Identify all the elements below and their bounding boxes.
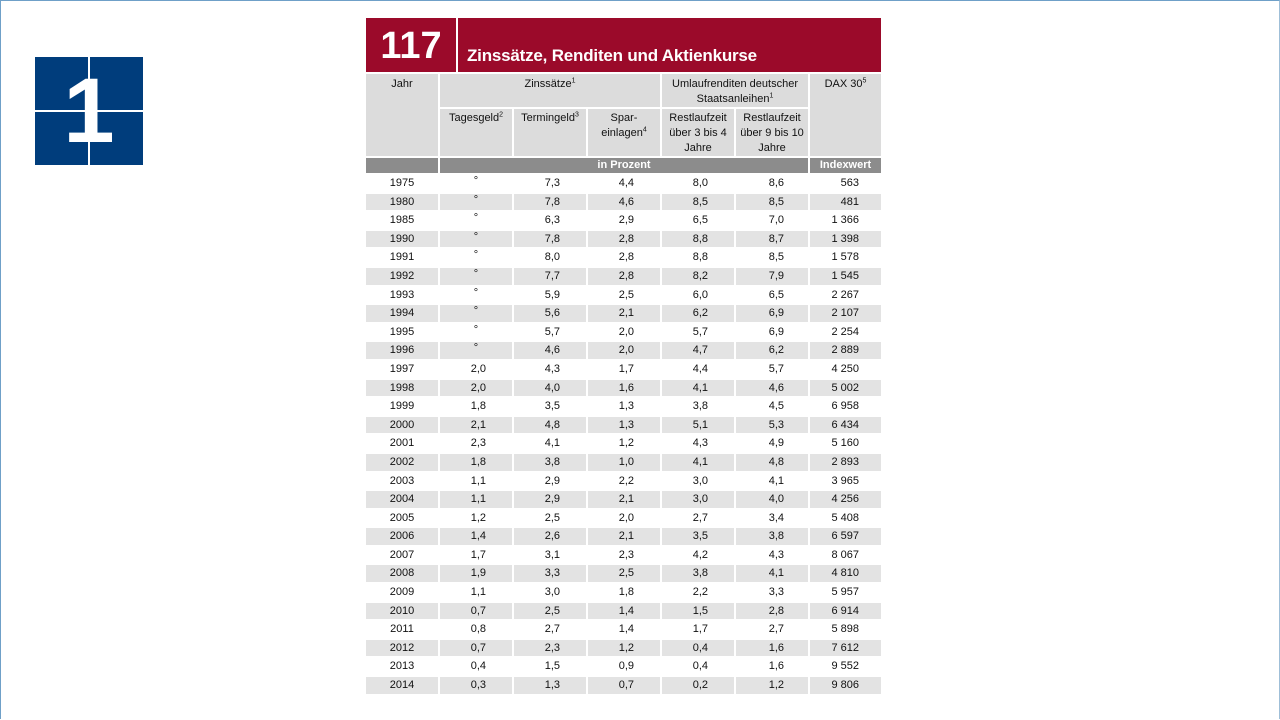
cell-jahr: 1997 [389,362,415,375]
table-row [366,603,881,620]
table-row [366,249,881,266]
table-row [366,175,881,192]
table-row [366,324,881,341]
cell-restlaufzeit-9-10: 5,7 [768,362,785,375]
cell-dax: 1 366 [831,214,860,227]
cell-spareinlagen: 0,9 [618,660,635,673]
cell-restlaufzeit-9-10: 1,6 [768,660,785,673]
cell-tagesgeld: 1,8 [470,400,486,413]
table-title-bar [366,18,881,72]
cell-termingeld: 2,6 [514,528,586,545]
cell-tagesgeld: 2,1 [440,417,512,434]
header-restlaufzeit-3-4: Restlaufzeit über 3 bis 4 Jahre [662,109,734,156]
table-row [366,417,881,434]
cell-tagesgeld: 2,0 [440,380,512,397]
cell-spareinlagen: 2,0 [618,511,635,524]
header-zinssaetze: Zinssätze$^1$ [440,74,660,107]
cell-dax: 2 254 [831,325,860,338]
cell-restlaufzeit-3-4: 4,1 [662,454,734,471]
cell-spareinlagen: 2,8 [588,231,660,248]
table-row [366,454,881,471]
cell-termingeld: 7,8 [514,231,586,248]
cell-termingeld: 4,8 [514,417,586,434]
table-row [366,268,881,285]
cell-tagesgeld: 0,7 [440,640,512,657]
cell-dax: 1 398 [810,231,881,248]
cell-restlaufzeit-3-4: 8,2 [662,268,734,285]
cell-termingeld: 6,3 [544,214,560,227]
table-row [366,380,881,397]
cell-jahr: 2004 [366,491,438,508]
cell-restlaufzeit-9-10: 2,8 [736,603,808,620]
cell-spareinlagen: 2,5 [618,288,635,301]
unit-index: Indexwert [810,158,881,173]
cell-dax: 8 067 [831,548,860,561]
cell-spareinlagen: 4,6 [588,194,660,211]
cell-termingeld: 2,9 [514,491,586,508]
cell-restlaufzeit-9-10: 4,1 [768,474,785,487]
cell-restlaufzeit-3-4: 3,0 [692,474,709,487]
cell-termingeld: 2,3 [514,640,586,657]
cell-restlaufzeit-3-4: 8,5 [662,194,734,211]
cell-tagesgeld: 0,7 [440,603,512,620]
cell-tagesgeld: 0,3 [440,677,512,694]
table-title: Zinssätze, Renditen und Aktienkurse [467,46,757,65]
cell-tagesgeld: ° [473,323,479,336]
table-row [366,528,881,545]
cell-restlaufzeit-9-10: 3,3 [768,586,785,599]
cell-restlaufzeit-3-4: 3,8 [662,565,734,582]
cell-restlaufzeit-3-4: 5,7 [692,325,709,338]
cell-jahr: 2009 [389,586,415,599]
cell-termingeld: 4,1 [544,437,560,450]
cell-restlaufzeit-9-10: 4,0 [736,491,808,508]
cell-dax: 6 597 [810,528,881,545]
cell-restlaufzeit-9-10: 6,9 [768,325,785,338]
cell-jahr: 1995 [389,325,415,338]
table-body [366,175,881,694]
cell-restlaufzeit-9-10: 2,7 [768,623,785,636]
header-tagesgeld: Tagesgeld$^2$ [440,109,512,156]
header-umlaufrenditen: Umlaufrenditen deutscher Staatsanleihen$^1$ [662,74,808,107]
cell-tagesgeld: ° [440,305,512,322]
cell-spareinlagen: 2,8 [588,268,660,285]
cell-termingeld: 7,7 [514,268,586,285]
cell-jahr: 1996 [366,342,438,359]
cell-dax: 481 [810,194,881,211]
cell-restlaufzeit-3-4: 6,0 [692,288,709,301]
cell-tagesgeld: ° [473,175,479,187]
cell-dax: 5 408 [831,511,860,524]
cell-spareinlagen: 1,4 [588,603,660,620]
cell-tagesgeld: 0,8 [470,623,486,636]
cell-dax: 2 267 [831,288,860,301]
cell-termingeld: 4,0 [514,380,586,397]
cell-restlaufzeit-3-4: 2,2 [692,586,709,599]
header-termingeld: Termingeld$^3$ [514,109,586,156]
cell-spareinlagen: 0,7 [588,677,660,694]
cell-termingeld: 2,5 [544,511,560,524]
cell-spareinlagen: 2,0 [588,342,660,359]
cell-dax: 1 545 [810,268,881,285]
cell-jahr: 2006 [366,528,438,545]
table-row [366,584,881,601]
cell-restlaufzeit-3-4: 1,7 [692,623,709,636]
cell-spareinlagen: 2,8 [618,251,635,264]
cell-jahr: 2010 [366,603,438,620]
cell-spareinlagen: 1,0 [588,454,660,471]
cell-restlaufzeit-9-10: 4,6 [736,380,808,397]
data-table-panel [366,18,881,696]
cell-spareinlagen: 1,2 [588,640,660,657]
cell-spareinlagen: 2,1 [588,305,660,322]
table-row [366,398,881,415]
cell-restlaufzeit-9-10: 4,9 [768,437,785,450]
cell-restlaufzeit-9-10: 4,1 [736,565,808,582]
cell-spareinlagen: 2,1 [588,528,660,545]
header-spareinlagen: Spar- einlagen$^4$ [588,109,660,156]
cell-termingeld: 3,0 [544,586,560,599]
cell-dax: 2 893 [810,454,881,471]
cell-dax: 4 810 [810,565,881,582]
cell-tagesgeld: ° [473,249,479,262]
cell-termingeld: 2,9 [544,474,560,487]
cell-tagesgeld: 1,9 [440,565,512,582]
cell-jahr: 2013 [389,660,415,673]
cell-tagesgeld: ° [440,194,512,211]
cell-dax: 4 250 [831,362,860,375]
cell-termingeld: 1,3 [514,677,586,694]
cell-tagesgeld: 0,4 [470,660,486,673]
cell-termingeld: 4,6 [514,342,586,359]
table-row [366,473,881,490]
cell-termingeld: 7,3 [544,177,560,189]
cell-spareinlagen: 1,8 [618,586,635,599]
table-row [366,621,881,638]
cell-spareinlagen: 2,2 [618,474,635,487]
cell-termingeld: 7,8 [514,194,586,211]
cell-dax: 5 160 [831,437,860,450]
cell-jahr: 2000 [366,417,438,434]
cell-termingeld: 2,7 [544,623,560,636]
table-row [366,658,881,675]
cell-dax: 7 612 [810,640,881,657]
cell-termingeld: 3,8 [514,454,586,471]
cell-jahr: 1992 [366,268,438,285]
cell-restlaufzeit-9-10: 8,5 [736,194,808,211]
cell-restlaufzeit-9-10: 7,9 [736,268,808,285]
table-row [366,640,881,657]
cell-restlaufzeit-9-10: 4,3 [768,548,785,561]
cell-tagesgeld: 1,2 [470,511,486,524]
cell-tagesgeld: 1,1 [470,586,486,599]
table-row [366,287,881,304]
cell-tagesgeld: 1,7 [470,548,486,561]
cell-restlaufzeit-9-10: 5,3 [736,417,808,434]
table-row [366,305,881,322]
cell-restlaufzeit-3-4: 4,2 [692,548,709,561]
cell-restlaufzeit-3-4: 5,1 [662,417,734,434]
cell-restlaufzeit-3-4: 8,8 [662,231,734,248]
cell-termingeld: 2,5 [514,603,586,620]
cell-jahr: 2002 [366,454,438,471]
cell-dax: 6 958 [831,400,860,413]
cell-restlaufzeit-9-10: 3,8 [736,528,808,545]
cell-spareinlagen: 2,0 [618,325,635,338]
cell-spareinlagen: 1,6 [588,380,660,397]
cell-jahr: 1985 [389,214,415,227]
cell-restlaufzeit-3-4: 4,3 [692,437,709,450]
cell-restlaufzeit-9-10: 7,0 [768,214,785,227]
cell-jahr: 1991 [389,251,415,264]
cell-termingeld: 5,9 [544,288,560,301]
cell-jahr: 2005 [389,511,415,524]
header-dax: DAX $30^5$ [810,74,881,156]
cell-dax: 2 107 [810,305,881,322]
cell-restlaufzeit-9-10: 8,5 [768,251,785,264]
cell-restlaufzeit-3-4: 6,5 [692,214,709,227]
cell-jahr: 1999 [389,400,415,413]
cell-jahr: 2011 [390,623,414,636]
cell-spareinlagen: 1,4 [618,623,635,636]
cell-jahr: 1975 [389,177,415,189]
cell-restlaufzeit-3-4: 0,4 [692,660,709,673]
cell-jahr: 1980 [366,194,438,211]
table-row [366,361,881,378]
cell-restlaufzeit-9-10: 6,9 [736,305,808,322]
cell-tagesgeld: ° [440,231,512,248]
table-row [366,491,881,508]
table-row [366,212,881,229]
cell-restlaufzeit-9-10: 1,6 [736,640,808,657]
table-row [366,342,881,359]
logo-horizontal-divider [35,110,143,112]
cell-spareinlagen: 1,7 [618,362,635,375]
cell-restlaufzeit-3-4: 3,8 [692,400,709,413]
cell-tagesgeld: 1,1 [440,491,512,508]
table-row [366,435,881,452]
cell-jahr: 1993 [389,288,415,301]
cell-jahr: 2012 [366,640,438,657]
cell-jahr: 1998 [366,380,438,397]
cell-termingeld: 5,6 [514,305,586,322]
cell-restlaufzeit-3-4: 3,0 [662,491,734,508]
header-jahr: Jahr [366,74,438,156]
cell-jahr: 2008 [366,565,438,582]
cell-termingeld: 8,0 [544,251,560,264]
cell-restlaufzeit-3-4: 4,4 [692,362,709,375]
cell-restlaufzeit-3-4: 4,7 [662,342,734,359]
table-row [366,565,881,582]
cell-termingeld: 3,1 [544,548,560,561]
cell-jahr: 2007 [389,548,415,561]
cell-termingeld: 1,5 [544,660,560,673]
table-row [366,194,881,211]
cell-spareinlagen: 1,3 [588,417,660,434]
cell-dax: 563 [840,177,860,189]
cell-dax: 6 434 [810,417,881,434]
cell-dax: 9 806 [810,677,881,694]
cell-restlaufzeit-9-10: 8,7 [736,231,808,248]
table-row [366,547,881,564]
cell-restlaufzeit-3-4: 6,2 [662,305,734,322]
cell-termingeld: 5,7 [544,325,560,338]
cell-dax: 5 002 [810,380,881,397]
unit-blank [366,158,438,173]
cell-tagesgeld: 1,8 [440,454,512,471]
cell-tagesgeld: ° [440,342,512,359]
cell-restlaufzeit-9-10: 4,5 [768,400,785,413]
cell-restlaufzeit-9-10: 6,2 [736,342,808,359]
cell-restlaufzeit-9-10: 4,8 [736,454,808,471]
cell-restlaufzeit-9-10: 8,6 [768,177,785,189]
cell-termingeld: 3,5 [544,400,560,413]
cell-dax: 6 914 [810,603,881,620]
table-row [366,677,881,694]
table-row [366,510,881,527]
cell-dax: 5 957 [831,586,860,599]
header-restlaufzeit-9-10: Restlaufzeit über 9 bis 10 Jahre [736,109,808,156]
cell-restlaufzeit-9-10: 1,2 [736,677,808,694]
unit-percent: in Prozent [440,158,808,173]
cell-dax: 4 256 [810,491,881,508]
cell-restlaufzeit-3-4: 2,7 [692,511,709,524]
cell-restlaufzeit-3-4: 8,8 [692,251,709,264]
cell-dax: 2 889 [810,342,881,359]
cell-dax: 1 578 [831,251,860,264]
cell-restlaufzeit-3-4: 0,4 [662,640,734,657]
cell-dax: 9 552 [831,660,860,673]
cell-tagesgeld: 2,3 [470,437,486,450]
cell-restlaufzeit-9-10: 6,5 [768,288,785,301]
cell-termingeld: 3,3 [514,565,586,582]
cell-jahr: 2003 [389,474,415,487]
cell-dax: 3 965 [831,474,860,487]
cell-spareinlagen: 2,5 [588,565,660,582]
cell-restlaufzeit-3-4: 8,0 [692,177,709,189]
cell-restlaufzeit-3-4: 4,1 [662,380,734,397]
table-number: 117 [366,18,458,72]
table-row [366,231,881,248]
cell-jahr: 2014 [366,677,438,694]
cell-spareinlagen: 1,3 [618,400,635,413]
cell-restlaufzeit-3-4: 1,5 [662,603,734,620]
cell-spareinlagen: 2,3 [618,548,635,561]
cell-spareinlagen: 1,2 [618,437,635,450]
rates-table [364,72,883,696]
cell-restlaufzeit-9-10: 3,4 [768,511,785,524]
cell-restlaufzeit-3-4: 0,2 [662,677,734,694]
cell-tagesgeld: ° [473,286,479,299]
cell-tagesgeld: 1,4 [440,528,512,545]
cell-termingeld: 4,3 [544,362,560,375]
cell-spareinlagen: 4,4 [618,177,635,189]
cell-dax: 5 898 [831,623,860,636]
slide-number-logo [35,57,143,165]
cell-restlaufzeit-3-4: 3,5 [662,528,734,545]
cell-jahr: 2001 [389,437,415,450]
cell-spareinlagen: 2,1 [588,491,660,508]
cell-tagesgeld: 2,0 [470,362,486,375]
cell-jahr: 1994 [366,305,438,322]
cell-tagesgeld: ° [440,268,512,285]
cell-spareinlagen: 2,9 [618,214,635,227]
cell-jahr: 1990 [366,231,438,248]
cell-tagesgeld: ° [473,212,479,225]
cell-tagesgeld: 1,1 [470,474,486,487]
